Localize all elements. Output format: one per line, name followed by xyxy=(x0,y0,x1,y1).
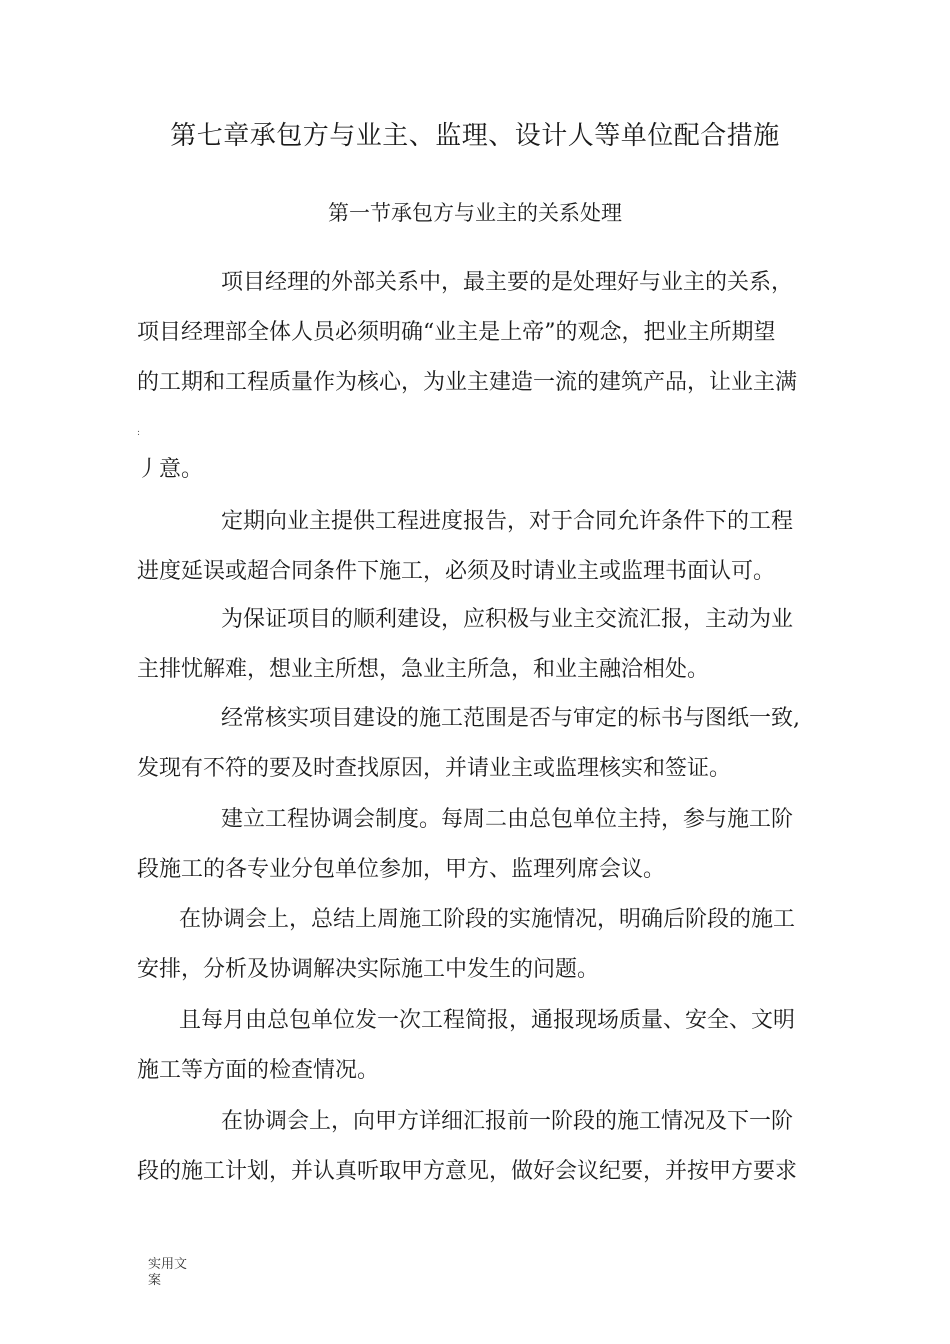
chapter-title: 第七章承包方与业主、监理、设计人等单位配合措施 xyxy=(170,121,780,151)
body-line: 项目经理部全体人员必须明确“业主是上帝”的观念，把业主所期望 xyxy=(137,320,776,345)
body-line: 施工等方面的检查情况。 xyxy=(137,1058,380,1083)
body-line: 进度延误或超合同条件下施工，必须及时请业主或监理书面认可。 xyxy=(137,559,776,584)
body-line: 定期向业主提供工程进度报告，对于合同允许条件下的工程 xyxy=(221,509,794,534)
page-footer: 实用文案 xyxy=(148,1257,188,1288)
body-line: 主排忧解难，想业主所想，急业主所急，和业主融洽相处。 xyxy=(137,657,710,682)
body-line: 的工期和工程质量作为核心，为业主建造一流的建筑产品，让业主满 xyxy=(137,370,798,395)
body-line: 经常核实项目建设的施工范围是否与审定的标书与图纸一致, xyxy=(221,706,800,731)
section-title: 第一节承包方与业主的关系处理 xyxy=(328,201,622,225)
body-line: 建立工程协调会制度。每周二由总包单位主持，参与施工阶 xyxy=(221,807,794,832)
body-line: 为保证项目的顺利建设，应积极与业主交流汇报，主动为业 xyxy=(221,607,794,632)
body-line: 段施工的各专业分包单位参加，甲方、监理列席会议。 xyxy=(137,857,666,882)
body-line: 在协调会上，向甲方详细汇报前一阶段的施工情况及下一阶 xyxy=(221,1109,794,1134)
body-line: 发现有不符的要及时查找原因，并请业主或监理核实和签证。 xyxy=(137,756,732,781)
body-line: 项目经理的外部关系中，最主要的是处理好与业主的关系， xyxy=(221,270,794,295)
body-line: 安排，分析及协调解决实际施工中发生的问题。 xyxy=(137,957,600,982)
body-line: 丿意。 xyxy=(137,457,204,482)
body-line: 在协调会上，总结上周施工阶段的实施情况，明确后阶段的施工 xyxy=(179,907,796,932)
body-line: 段的施工计划，并认真听取甲方意见，做好会议纪要，并按甲方要求 xyxy=(137,1159,798,1184)
stray-mark: : xyxy=(137,428,141,438)
body-line: 且每月由总包单位发一次工程简报，通报现场质量、安全、文明 xyxy=(179,1008,796,1033)
